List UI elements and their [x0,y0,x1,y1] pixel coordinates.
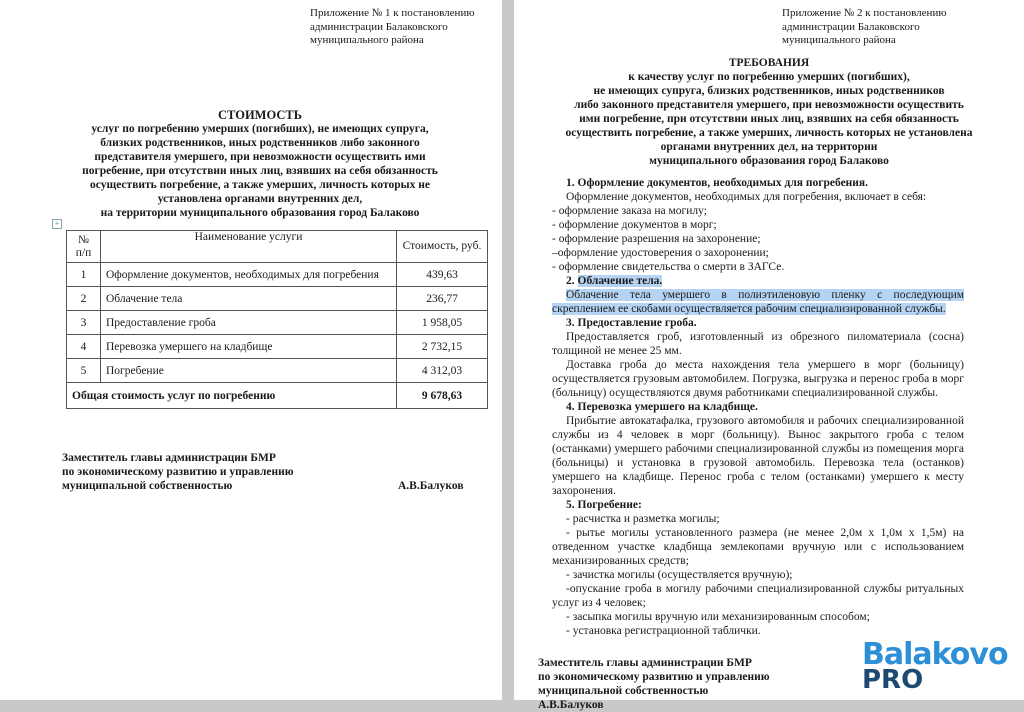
section-text: Доставка гроба до места нахождения тела умершего в морг (больницу) осуществляется грузовым автомобилем. Погрузка, выгрузка и перенос гроба в морг (больницу) осуществляются двумя работниками специализированной службы. [552,359,964,399]
balakovo-pro-watermark-logo [862,637,1008,695]
title-heading: ТРЕБОВАНИЯ [728,57,810,69]
requirements-title [518,56,1020,168]
section-text: Предоставляется гроб, изготовленный из обрезного пиломатериала (сосна) толщиной не менее 25 мм. [552,331,964,357]
row-cost: 1 958,05 [397,311,488,335]
row-cost: 236,77 [397,287,488,311]
selected-heading[interactable]: Облачение тела. [577,275,663,287]
table-row [67,263,488,287]
title-line: ими погребение, при отсутствии иных лиц, взявших на себя обязанность [579,113,959,125]
table-row [67,359,488,383]
selected-text[interactable]: Облачение тела умершего в полиэтиленовую пленку с последующим скреплением ее скобами осуществляется рабочим специализированной службы. [552,289,964,315]
appendix-header [782,7,947,48]
list-item: - оформление разрешения на захоронение; [552,233,761,245]
title-line: осуществить погребение, а также умерших, личность которых не [90,179,430,191]
cost-title [20,108,500,220]
table-row [67,335,488,359]
header-service: Наименование услуги [101,231,397,263]
title-line: представителя умершего, при невозможности осуществить ими [94,151,426,163]
row-cost: 4 312,03 [397,359,488,383]
header-line: Приложение № 1 к постановлению [310,7,475,19]
logo-line-2: PRO [862,665,924,695]
header-line: Приложение № 2 к постановлению [782,7,947,19]
row-service: Погребение [101,359,397,383]
title-line: органами внутренних дел, на территории [660,141,878,153]
row-number: 4 [67,335,101,359]
signature-line: муниципальной собственностью [62,480,233,492]
list-item: - оформление документов в морг; [552,219,717,231]
header-cost: Стоимость, руб. [397,231,488,263]
signature-line: муниципальной собственностью [538,685,709,697]
list-item: –оформление удостоверения о захоронении; [552,247,769,259]
table-total-row [67,383,488,409]
row-number: 3 [67,311,101,335]
section-number: 2. [566,275,575,287]
section-heading: 4. Перевозка умершего на кладбище. [566,401,758,413]
list-item: - рытье могилы установленного размера (не менее 2,0м х 1,0м х 1,5м) на отведенном участке кладбища землекопами вручную или с использованием механизированных средств; [552,527,964,567]
list-item: - установка регистрационной таблички. [566,625,761,637]
section-text: Оформление документов, необходимых для погребения, включает в себя: [566,191,927,203]
title-heading: СТОИМОСТЬ [218,108,302,122]
signer-name: А.В.Балуков [398,480,464,492]
total-value: 9 678,63 [397,383,488,409]
title-line: услуг по погребению умерших (погибших), не имеющих супруга, [91,123,429,135]
title-line: муниципального образования город Балаково [649,155,889,167]
title-line: погребение, при отсутствии иных лиц, взявших на себя обязанность [82,165,438,177]
total-label: Общая стоимость услуг по погребению [67,383,397,409]
section-text: Прибытие автокатафалка, грузового автомобиля и рабочих специализированной службы из 4 человек в морг (больницу). Вынос закрытого гроба с телом (останками) умершего рабочими специализированной службы из помещения морга (больницы) и установка в грузовой автомобиль. Перевозка тела (останков) умершего на кладбище. Перенос гроба с телом (останками) умершего к месту захоронения. [552,415,964,497]
row-service: Перевозка умершего на кладбище [101,335,397,359]
title-line: установлена органами внутренних дел, [157,193,363,205]
header-number: № п/п [67,231,101,263]
section-heading: 5. Погребение: [566,499,642,511]
title-line: осуществить погребение, а также умерших, личность которых не установлена [565,127,973,139]
requirements-content [518,56,1020,712]
cost-table [66,230,488,409]
section-heading [552,274,964,288]
title-line: не имеющих супруга, близких родственников, иных родственников [593,85,945,97]
row-service: Предоставление гроба [101,311,397,335]
list-item: - зачистка могилы (осуществляется вручную); [566,569,793,581]
page-appendix-1 [0,0,502,700]
header-line: администрации Балаковского [782,20,920,33]
header-line: муниципального района [310,34,424,46]
title-line: близких родственников, иных родственников либо законного [100,137,420,149]
signature-line: Заместитель главы администрации БМР [62,452,276,464]
signature-block [62,451,294,493]
row-service: Оформление документов, необходимых для погребения [101,263,397,287]
signature-line: по экономическому развитию и управлению [62,466,294,478]
list-item: - расчистка и разметка могилы; [566,513,720,525]
row-service: Облачение тела [101,287,397,311]
table-header-row [67,231,488,263]
list-item: - оформление свидетельства о смерти в ЗАГСе. [552,261,785,273]
signature-line: по экономическому развитию и управлению [538,671,770,683]
page-appendix-2 [514,0,1024,711]
signature-line: Заместитель главы администрации БМР [538,657,752,669]
list-item: - засыпка могилы вручную или механизированным способом; [566,611,870,623]
header-line: муниципального района [782,34,896,46]
appendix-header [310,7,475,48]
signature-block [538,656,818,712]
section-heading: 1. Оформление документов, необходимых для погребения. [566,177,869,189]
list-item: -опускание гроба в могилу рабочими специализированной службы ритуальных услуг из 4 человек; [552,583,964,609]
row-number: 1 [67,263,101,287]
table-row [67,287,488,311]
section-heading: 3. Предоставление гроба. [566,317,697,329]
title-line: либо законного представителя умершего, при невозможности осуществить [574,99,964,111]
title-line: к качеству услуг по погребению умерших (погибших), [628,71,910,83]
row-cost: 439,63 [397,263,488,287]
logo-line-1: Balakovo [862,637,1008,672]
signer-name: А.В.Балуков [538,699,604,711]
row-number: 2 [67,287,101,311]
table-move-handle-icon[interactable]: + [52,219,62,229]
table-row [67,311,488,335]
list-item: - оформление заказа на могилу; [552,205,707,217]
requirements-body [552,176,964,638]
header-line: администрации Балаковского [310,20,448,33]
title-line: на территории муниципального образования город Балаково [100,207,420,219]
row-cost: 2 732,15 [397,335,488,359]
row-number: 5 [67,359,101,383]
